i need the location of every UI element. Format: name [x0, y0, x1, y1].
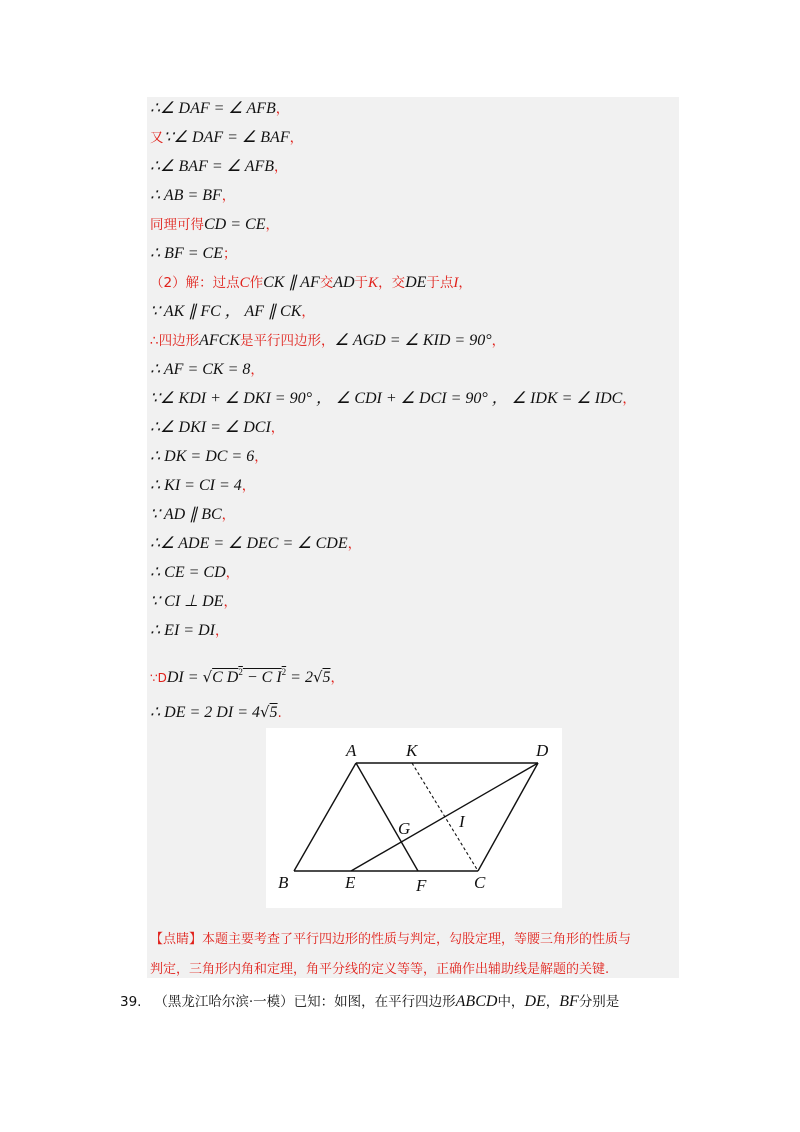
radical-sign-icon: √: [312, 668, 323, 686]
segment-kc: [412, 763, 478, 871]
solution-line: ∵∠ KDI + ∠ DKI = 90° ， ∠ CDI + ∠ DCI = 90° ， ∠ IDK = ∠ IDC，: [150, 390, 636, 407]
label-g: G: [398, 819, 411, 838]
solution-line: （2）解：过点C作CK ∥ AF交AD于K，交DE于点I，: [150, 274, 472, 291]
segment-af: [356, 763, 418, 871]
label-b: B: [278, 873, 289, 892]
solution-line: ∴ BF = CE；: [150, 245, 237, 262]
parallelogram-diagram: [266, 728, 562, 908]
key-point-note: 判定，三角形内角和定理，角平分线的定义等等，正确作出辅助线是解题的关键.: [150, 962, 610, 977]
solution-line: ∴四边形AFCK是平行四边形，∠ AGD = ∠ KID = 90°，: [150, 332, 506, 349]
final-line: ∴ DE = 2 DI = 4√5.: [150, 703, 282, 721]
label-i: I: [459, 812, 465, 831]
solution-line: ∴ EI = DI，: [150, 622, 229, 639]
segment-ab: [294, 763, 356, 871]
solution-line: ∴∠ DAF = ∠ AFB，: [150, 100, 290, 117]
solution-line: ∴∠ DKI = ∠ DCI，: [150, 419, 285, 436]
solution-line: ∴ CE = CD，: [150, 564, 240, 581]
solution-line: 又∵∠ DAF = ∠ BAF，: [150, 129, 304, 146]
label-e: E: [345, 873, 356, 892]
solution-line: ∴∠ BAF = ∠ AFB，: [150, 158, 288, 175]
solution-line: ∴ DK = DC = 6，: [150, 448, 268, 465]
solution-line: ∴ KI = CI = 4，: [150, 477, 256, 494]
solution-line: ∴ AF = CK = 8，: [150, 361, 264, 378]
label-d: D: [536, 741, 549, 760]
segment-dc: [478, 763, 538, 871]
solution-line: ∵ AK ∥ FC ， AF ∥ CK，: [150, 303, 315, 320]
label-f: F: [416, 876, 427, 895]
label-c: C: [474, 873, 486, 892]
question-39: 39. （黑龙江哈尔滨·一模）已知：如图，在平行四边形ABCD中，DE，BF分别是: [120, 993, 620, 1010]
solution-line: ∵ CI ⊥ DE，: [150, 593, 237, 610]
label-k: K: [406, 741, 418, 760]
solution-line: ∵ AD ∥ BC，: [150, 506, 236, 523]
radical-sign-icon: √: [202, 668, 213, 686]
solution-line: ∴ AB = BF，: [150, 187, 236, 204]
sqrt-line: ∵DDI = √C $D^2 - C$ $I^2 = 2√5$，: [150, 667, 345, 686]
key-point-note: 【点睛】本题主要考查了平行四边形的性质与判定，勾股定理，等腰三角形的性质与: [150, 932, 632, 947]
radicand: C $D^2 - C$ $I^2$: [212, 667, 287, 686]
geometry-figure: [266, 728, 562, 908]
solution-line: ∴∠ ADE = ∠ DEC = ∠ CDE，: [150, 535, 362, 552]
solution-line: 同理可得CD = CE，: [150, 216, 279, 233]
label-a: A: [346, 741, 357, 760]
question-number: 39.: [120, 994, 142, 1010]
radical-sign-icon: √: [259, 703, 270, 721]
